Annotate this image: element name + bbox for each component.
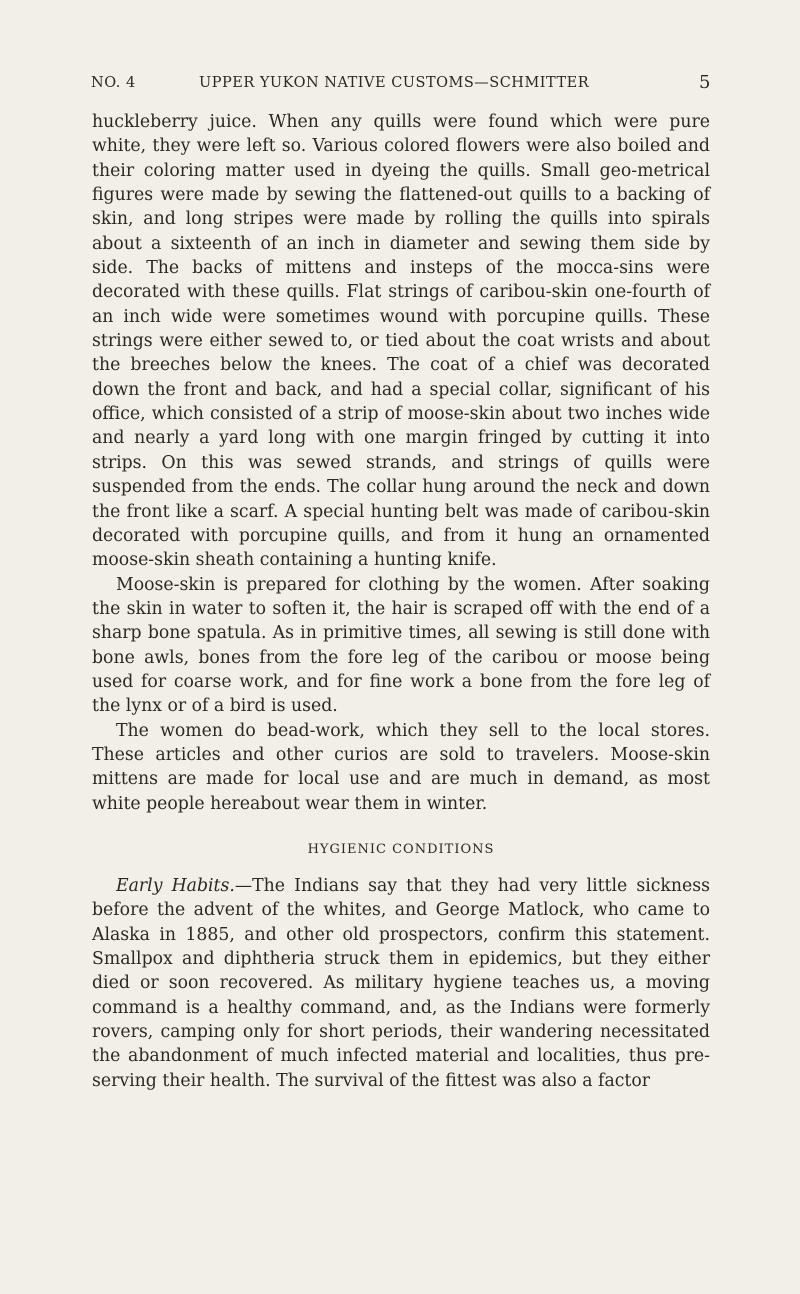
section-heading: [92, 840, 710, 860]
paragraph-quillwork: huckleberry juice. When any quills were found which were pure white, they were left so. Various colored flowers were also boiled and their coloring matter used in dyeing the quills. Small geo-metrical figures were made by sewing the flattened-out quills to a backing of skin, and long stripes were made by rolling the quills into spirals about a sixteenth of an inch in diameter and sewing them side by side. The backs of mittens and insteps of the mocca-sins were decorated with these quills. Flat strings of caribou-skin one-fourth of an inch wide were sometimes wound with porcupine quills. These strings were either sewed to, or tied about the coat wrists and about the breeches below the knees. The coat of a chief was decorated down the front and back, and had a special collar, significant of his office, which consisted of a strip of moose-skin about two inches wide and nearly a yard long with one margin fringed by cutting it into strips. On this was sewed strands, and strings of quills were suspended from the ends. The collar hung around the neck and down the front like a scarf. A special hunting belt was made of caribou-skin decorated with porcupine quills, and from it hung an ornamented moose-skin sheath containing a hunting knife.: [92, 112, 710, 571]
section-heading-text: HYGIENIC CONDITIONS: [307, 841, 495, 857]
page-number: 5: [699, 72, 711, 93]
series-number: NO. 4: [91, 75, 136, 91]
running-title: UPPER YUKON NATIVE CUSTOMS—SCHMITTER: [199, 75, 590, 91]
paragraph-bead-work: The women do bead-work, which they sell to the local stores. These articles and other curios are sold to travelers. Moose-skin mittens are made for local use and are much in demand, as most white people hereabout wear them in winter.: [92, 720, 710, 814]
early-habits-text: —The Indians say that they had very little sickness before the advent of the whites, and George Matlock, who came to Alaska in 1885, and other old prospectors, confirm this statement. Smallpox and diphtheria struck them in epidemics, but they either died or soon recovered. As military hygiene teaches us, a moving command is a healthy command, and, as the Indians were formerly rovers, camping only for short periods, their wandering necessitated the abandonment of much infected material and localities, thus pre-serving their health. The survival of the fittest was also a factor: [92, 875, 710, 1091]
runin-heading: Early Habits.: [116, 875, 235, 896]
running-head: [91, 72, 711, 99]
paragraph-early-habits: [92, 874, 710, 1093]
paragraph-moose-skin: Moose-skin is prepared for clothing by the women. After soaking the skin in water to soften it, the hair is scraped off with the end of a sharp bone spatula. As in primitive times, all sewing is still done with bone awls, bones from the fore leg of the caribou or moose being used for coarse work, and for fine work a bone from the fore leg of the lynx or of a bird is used.: [92, 574, 710, 717]
body-text: [92, 110, 710, 1093]
